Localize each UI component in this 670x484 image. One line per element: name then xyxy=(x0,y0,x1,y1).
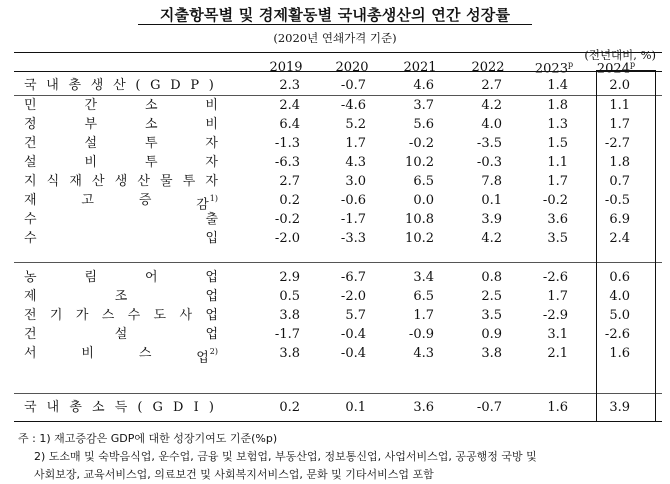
cell-2019: -1.7 xyxy=(274,327,300,342)
header-top-rule xyxy=(14,52,662,53)
cell-2022: -3.5 xyxy=(476,136,502,151)
cell-2020: -3.3 xyxy=(340,231,366,246)
cell-2023: 2.1 xyxy=(547,346,568,361)
table-row xyxy=(0,191,670,213)
cell-2024: 6.9 xyxy=(609,212,630,227)
cell-2020: 4.3 xyxy=(345,155,366,170)
cell-2019: 0.2 xyxy=(279,400,300,415)
table-row xyxy=(0,76,670,95)
cell-2021: -0.2 xyxy=(408,136,434,151)
table-subtitle: (2020년 연쇄가격 기준) xyxy=(273,31,397,45)
cell-2021: 0.0 xyxy=(413,193,434,208)
table-title: 지출항목별 및 경제활동별 국내총생산의 연간 성장률 xyxy=(159,6,511,24)
cell-2024: 0.6 xyxy=(609,270,630,285)
row-label: 민 간 소 비 xyxy=(24,98,218,113)
table-bottom-rule xyxy=(14,421,662,422)
row-label: 재 고 증 감$^{1)}$ xyxy=(24,193,218,213)
cell-2019: 2.9 xyxy=(279,270,300,285)
cell-2020: 5.2 xyxy=(345,117,366,132)
cell-2021: 10.8 xyxy=(405,212,434,227)
cell-2023: 1.7 xyxy=(547,289,568,304)
cell-2023: 1.8 xyxy=(547,98,568,113)
cell-2024: 1.8 xyxy=(609,155,630,170)
cell-2023: 1.3 xyxy=(547,117,568,132)
cell-2020: -0.4 xyxy=(340,327,366,342)
cell-2023: -2.6 xyxy=(542,270,568,285)
cell-2021: 6.5 xyxy=(413,289,434,304)
cell-2022: 0.8 xyxy=(481,270,502,285)
cell-2022: 0.9 xyxy=(481,327,502,342)
cell-2021: 4.6 xyxy=(413,78,434,93)
cell-2024: -2.6 xyxy=(604,327,630,342)
footnote-1: 주 : 1) 재고증감은 GDP에 대한 성장기여도 기준(%p) xyxy=(18,432,278,445)
cell-2021: 3.6 xyxy=(413,400,434,415)
cell-2023: 1.7 xyxy=(547,174,568,189)
cell-2023: -0.2 xyxy=(542,193,568,208)
cell-2021: 10.2 xyxy=(405,231,434,246)
cell-2019: 0.2 xyxy=(279,193,300,208)
row-label: 수 입 xyxy=(24,231,218,246)
cell-2020: 5.7 xyxy=(345,308,366,323)
cell-2019: 3.8 xyxy=(279,308,300,323)
cell-2019: -2.0 xyxy=(274,231,300,246)
table-row xyxy=(0,115,670,134)
cell-2020: -1.7 xyxy=(340,212,366,227)
year-header-2022: 2022 xyxy=(471,60,505,75)
cell-2019: -6.3 xyxy=(274,155,300,170)
cell-2022: 7.8 xyxy=(481,174,502,189)
cell-2022: 2.7 xyxy=(481,78,502,93)
row-label: 국 내 총 소 득 ( G D I ) xyxy=(24,400,214,415)
cell-2019: -0.2 xyxy=(274,212,300,227)
cell-2020: -0.7 xyxy=(340,78,366,93)
cell-2024: -2.7 xyxy=(604,136,630,151)
year-header-2021: 2021 xyxy=(403,60,437,75)
year-header-2023: 2023$^p$ xyxy=(534,60,574,77)
cell-2023: 1.1 xyxy=(547,155,568,170)
table-row xyxy=(0,210,670,229)
footnote-2: 2) 도소매 및 숙박음식업, 운수업, 금융 및 보험업, 부동산업, 정보통신업, 사업서비스업, 공공행정 국방 및 xyxy=(34,450,537,463)
row-label: 국 내 총 생 산 ( G D P ) xyxy=(24,78,214,93)
cell-2020: 0.1 xyxy=(345,400,366,415)
table-row xyxy=(0,268,670,287)
table-row xyxy=(0,344,670,366)
row-label: 정 부 소 비 xyxy=(24,117,218,132)
cell-2019: -1.3 xyxy=(274,136,300,151)
cell-2020: -0.4 xyxy=(340,346,366,361)
cell-2019: 3.8 xyxy=(279,346,300,361)
cell-2019: 2.4 xyxy=(279,98,300,113)
cell-2024: 1.1 xyxy=(609,98,630,113)
cell-2021: 3.4 xyxy=(413,270,434,285)
year-header-2024: 2024$^p$ xyxy=(596,60,636,77)
cell-2023: 1.5 xyxy=(547,136,568,151)
row-label: 제 조 업 xyxy=(24,289,218,304)
footnote-2-continued: 사회보장, 교육서비스업, 의료보건 및 사회복지서비스업, 문화 및 기타서비스업 포함 xyxy=(34,468,434,481)
row-label: 서 비 스 업$^{2)}$ xyxy=(24,346,218,366)
cell-2022: 3.5 xyxy=(481,308,502,323)
cell-2019: 6.4 xyxy=(279,117,300,132)
row-label: 수 출 xyxy=(24,212,218,227)
cell-2020: -4.6 xyxy=(340,98,366,113)
cell-2023: 1.4 xyxy=(547,78,568,93)
cell-2022: 0.1 xyxy=(481,193,502,208)
cell-2021: 3.7 xyxy=(413,98,434,113)
cell-2023: 1.6 xyxy=(547,400,568,415)
table-row xyxy=(0,398,670,417)
cell-2023: -2.9 xyxy=(542,308,568,323)
cell-2021: 1.7 xyxy=(413,308,434,323)
row-label: 건 설 투 자 xyxy=(24,136,218,151)
cell-2022: -0.7 xyxy=(476,400,502,415)
table-row xyxy=(0,287,670,306)
unit-label: (전년대비, %) xyxy=(584,48,656,62)
cell-2024: 1.6 xyxy=(609,346,630,361)
cell-2022: 3.9 xyxy=(481,212,502,227)
cell-2024: 2.4 xyxy=(609,231,630,246)
title-underline xyxy=(138,24,532,25)
cell-2021: 5.6 xyxy=(413,117,434,132)
cell-2021: 6.5 xyxy=(413,174,434,189)
footnotes xyxy=(18,430,537,484)
cell-2020: 3.0 xyxy=(345,174,366,189)
cell-2024: 4.0 xyxy=(609,289,630,304)
row-label: 건 설 업 xyxy=(24,327,218,342)
cell-2024: 0.7 xyxy=(609,174,630,189)
row-label: 지 식 재 산 생 산 물 투 자 xyxy=(24,174,218,189)
cell-2022: 3.8 xyxy=(481,346,502,361)
cell-2022: -0.3 xyxy=(476,155,502,170)
table-row xyxy=(0,153,670,172)
cell-2024: 3.9 xyxy=(609,400,630,415)
cell-2019: 0.5 xyxy=(279,289,300,304)
cell-2020: -2.0 xyxy=(340,289,366,304)
cell-2019: 2.7 xyxy=(279,174,300,189)
cell-2022: 4.2 xyxy=(481,231,502,246)
table-row xyxy=(0,306,670,325)
gdi-top-rule xyxy=(14,393,662,394)
table-row xyxy=(0,229,670,248)
row-label: 설 비 투 자 xyxy=(24,155,218,170)
cell-2020: 1.7 xyxy=(345,136,366,151)
cell-2022: 4.2 xyxy=(481,98,502,113)
section-separator-rule xyxy=(14,262,662,263)
row-label: 농 림 어 업 xyxy=(24,270,218,285)
table-row xyxy=(0,172,670,191)
cell-2021: 4.3 xyxy=(413,346,434,361)
cell-2024: 2.0 xyxy=(609,78,630,93)
cell-2022: 4.0 xyxy=(481,117,502,132)
table-row xyxy=(0,134,670,153)
cell-2022: 2.5 xyxy=(481,289,502,304)
cell-2020: -0.6 xyxy=(340,193,366,208)
cell-2023: 3.5 xyxy=(547,231,568,246)
year-header-2020: 2020 xyxy=(335,60,369,75)
row-label: 전 기 가 스 수 도 사 업 xyxy=(24,308,218,323)
cell-2023: 3.6 xyxy=(547,212,568,227)
cell-2023: 3.1 xyxy=(547,327,568,342)
cell-2021: -0.9 xyxy=(408,327,434,342)
cell-2019: 2.3 xyxy=(279,78,300,93)
cell-2020: -6.7 xyxy=(340,270,366,285)
cell-2024: 5.0 xyxy=(609,308,630,323)
year-header-2019: 2019 xyxy=(269,60,303,75)
table-row xyxy=(0,325,670,344)
cell-2021: 10.2 xyxy=(405,155,434,170)
cell-2024: -0.5 xyxy=(604,193,630,208)
table-row xyxy=(0,96,670,115)
cell-2024: 1.7 xyxy=(609,117,630,132)
